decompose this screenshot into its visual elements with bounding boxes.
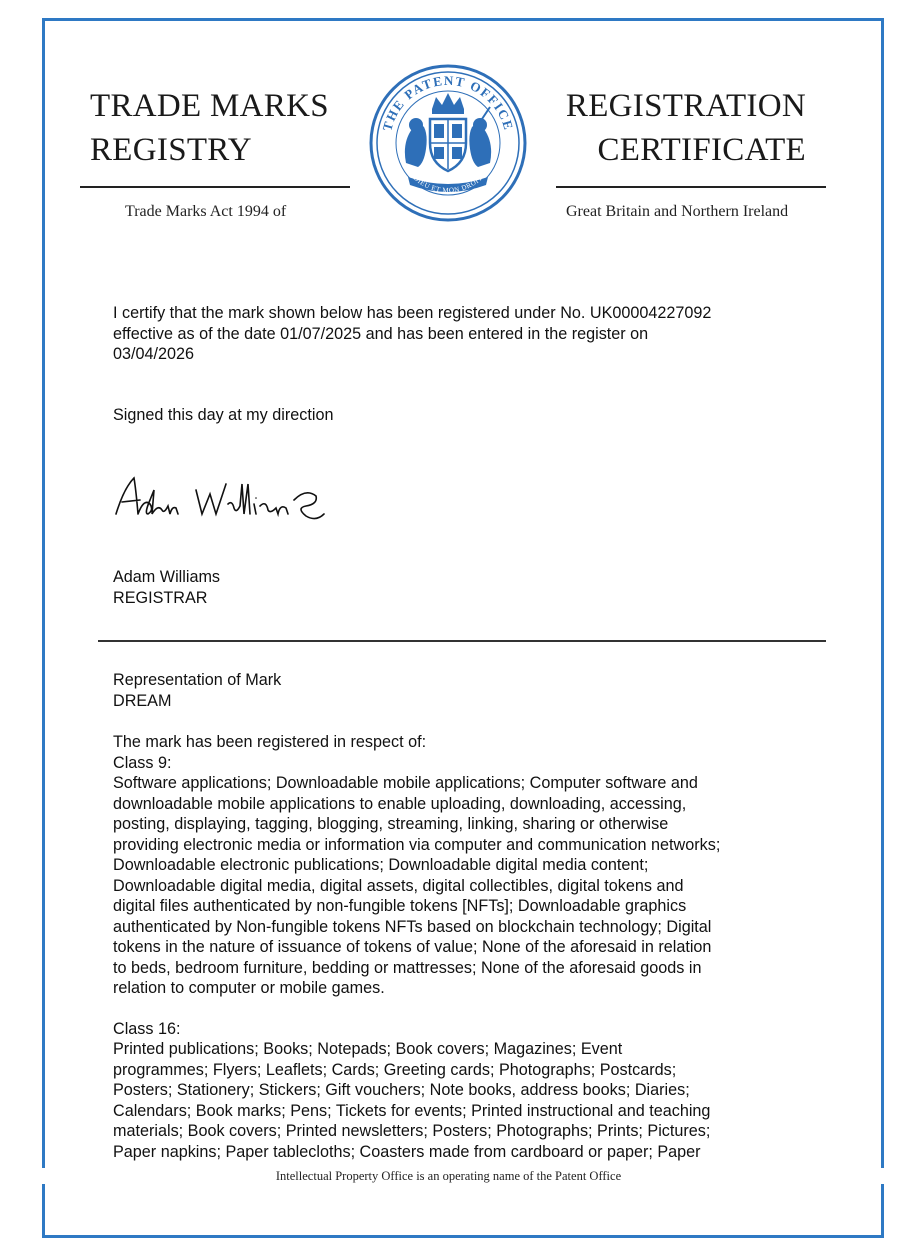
goods-line: programmes; Flyers; Leaflets; Cards; Greeting cards; Photographs; Postcards; [113,1060,677,1079]
goods-line: Downloadable digital media, digital assets, digital collectibles, digital tokens and [113,876,684,895]
goods-line: digital files authenticated by non-fungible tokens [NFTs]; Downloadable graphics [113,897,687,915]
class-16-label: Class 16: [113,1020,181,1038]
goods-line: Paper napkins; Paper tablecloths; Coasters made from cardboard or paper; Paper [113,1142,701,1161]
representation-value: DREAM [113,692,172,710]
goods-line: Software applications; Downloadable mobile applications; Computer software and [113,774,698,792]
class-9-goods [113,773,803,999]
act-subtitle: Trade Marks Act 1994 of [125,203,287,220]
goods-line: downloadable mobile applications to enable uploading, downloading, accessing, [113,794,687,813]
class-16-goods [113,1039,803,1162]
representation-label: Representation of Mark [113,671,282,689]
goods-line: materials; Book covers; Printed newsletters; Posters; Photographs; Prints; Pictures; [113,1122,711,1140]
goods-line: authenticated by Non-fungible tokens NFTs based on blockchain technology; Digital [113,917,712,936]
title-left-line1: TRADE MARKS [90,88,329,124]
registration-certificate-title [560,84,806,172]
page-footer: Intellectual Property Office is an operating name of the Patent Office [0,1168,897,1184]
registrar-title: REGISTRAR [113,589,208,607]
goods-line: Posters; Stationery; Stickers; Gift vouchers; Note books, address books; Diaries; [113,1081,690,1099]
header-rule-left [80,186,350,188]
certify-line: 03/04/2026 [113,345,195,363]
registrar-signature-icon [110,470,330,530]
title-right-line2: CERTIFICATE [597,132,806,168]
certification-statement [113,303,803,365]
section-divider [98,640,826,642]
registrar-name: Adam Williams [113,568,221,586]
goods-line: posting, displaying, tagging, blogging, streaming, linking, sharing or otherwise [113,815,669,833]
signed-statement: Signed this day at my direction [113,406,334,424]
goods-line: relation to computer or mobile games. [113,979,385,997]
goods-line: Downloadable electronic publications; Downloadable digital media content; [113,856,649,874]
goods-line: tokens in the nature of issuance of tokens of value; None of the aforesaid in relation [113,938,712,956]
goods-line: providing electronic media or information via computer and communication networks; [113,835,721,854]
goods-line: Printed publications; Books; Notepads; Book covers; Magazines; Event [113,1040,623,1058]
svg-text:DIEU ET MON DROIT: DIEU ET MON DROIT [411,173,485,195]
patent-office-seal-icon [368,63,528,223]
title-left-line2: REGISTRY [90,132,252,168]
goods-line: to beds, bedroom furniture, bedding or mattresses; None of the aforesaid goods in [113,958,702,977]
goods-line: Calendars; Book marks; Pens; Tickets for events; Printed instructional and teaching [113,1101,711,1120]
header-rule-right [556,186,826,188]
trade-marks-registry-title [90,84,329,172]
jurisdiction-subtitle: Great Britain and Northern Ireland [566,203,789,220]
title-right-line1: REGISTRATION [565,88,806,124]
registered-in-respect-of: The mark has been registered in respect of: [113,733,427,751]
certify-line: I certify that the mark shown below has been registered under No. UK00004227092 [113,304,712,322]
class-9-label: Class 9: [113,754,172,772]
certify-line: effective as of the date 01/07/2025 and has been entered in the register on [113,324,649,343]
svg-text:THE PATENT OFFICE: THE PATENT OFFICE [379,72,517,133]
